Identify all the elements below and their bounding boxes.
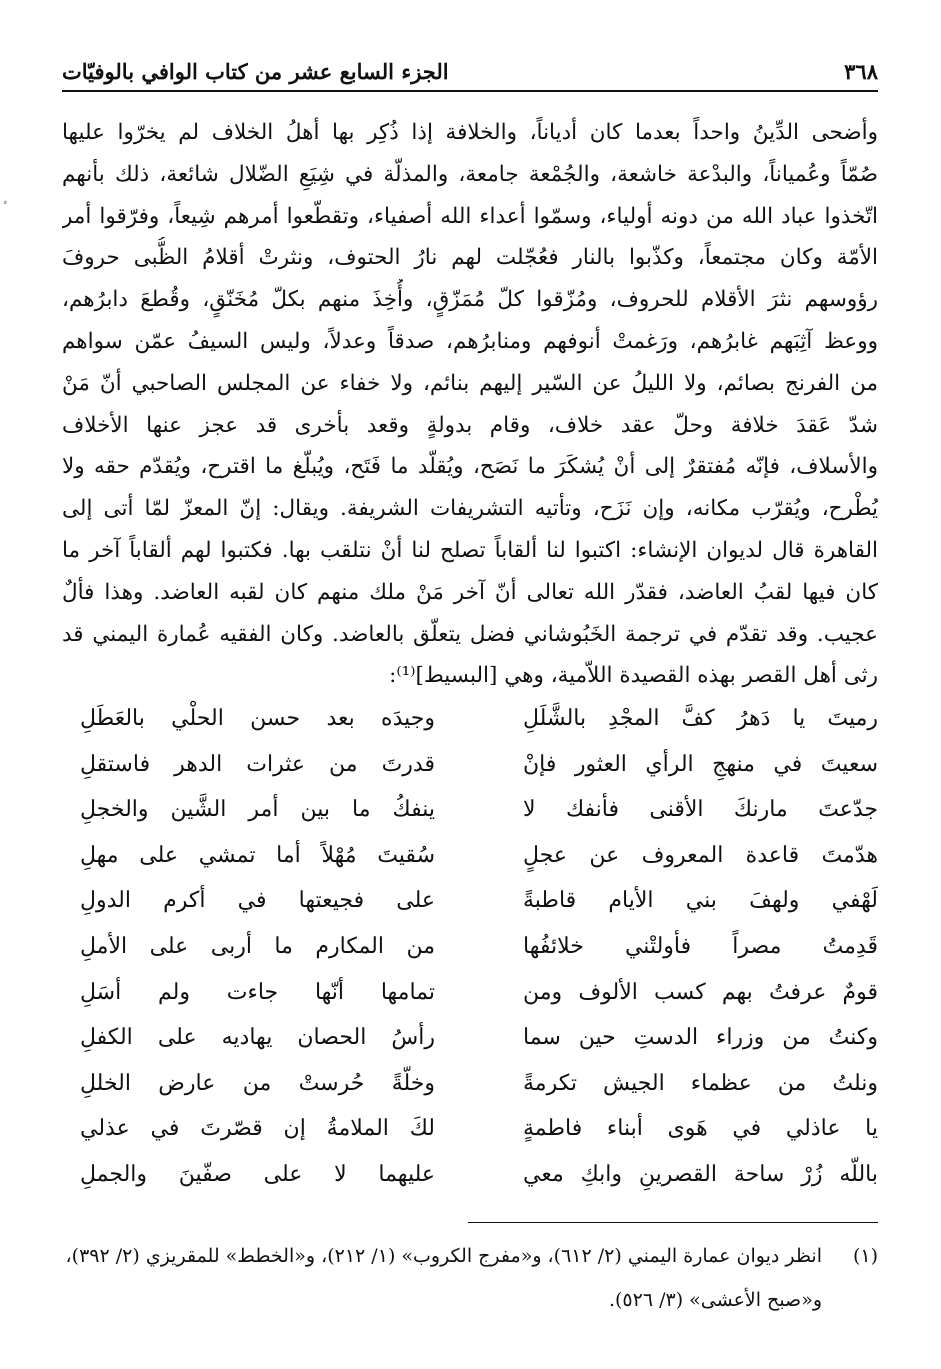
- poem-verse: [80, 1152, 878, 1198]
- verse-second-hemistich: رأسُ الحصان يهاديه على الكفلِ: [80, 1025, 435, 1051]
- verse-first-hemistich: وكنتُ من وزراء الدستِ حين سما: [523, 1025, 878, 1051]
- verse-first-hemistich: جدّعتَ مارنكَ الأقنى فأنفك لا: [523, 797, 878, 823]
- verse-second-hemistich: قدرتَ من عثرات الدهر فاستقلِ: [80, 751, 435, 777]
- prose-line: يُطْرح، ويُقرّب مكانه، وإن نَزَح، وتأتيه التشريفات الشريفة. ويقال: إنّ المعزّ لمّا أتى إلى: [62, 496, 878, 522]
- poem-verse: [80, 787, 878, 833]
- poem-verse: [80, 742, 878, 788]
- page-header: [62, 44, 878, 84]
- verse-first-hemistich: سعيتَ في منهجِ الرأي العثور فإنْ: [523, 751, 878, 777]
- verse-first-hemistich: رميتَ يا دَهرُ كفَّ المجْدِ بالشَّلَلِ: [523, 706, 878, 731]
- poem-verse: [80, 1015, 878, 1061]
- prose-line: القاهرة قال لديوان الإنشاء: اكتبوا لنا ألقاباً تصلح لنا أنْ نتلقب بها. فكتبوا لهم ألقاباً آخر ما: [62, 537, 878, 563]
- prose-line: عجيب. وقد تقدّم في ترجمة الخَبُوشاني فضل يتعلّق بالعاضد. وكان الفقيه عُمارة اليمني قد: [62, 621, 878, 647]
- prose-line: شدّ عَقدَ خلافة وحلّ عقد خلاف، وقام بدولةٍ وقعد بأخرى قد عجز عنها الأخلاف: [62, 412, 878, 438]
- footnote-marker: (١): [852, 1245, 878, 1267]
- verse-second-hemistich: سُقيتَ مُهْلاً أما تمشي على مهلِ: [80, 842, 435, 868]
- verse-second-hemistich: لكَ الملامةُ إن قصّرتَ في عذلي: [80, 1116, 435, 1142]
- verse-first-hemistich: هدّمتَ قاعدة المعروف عن عجلٍ: [523, 842, 878, 868]
- poem-verse: [80, 970, 878, 1016]
- prose-line: من الفرنج بصائم، ولا الليلُ عن السّير إليهم بنائم، ولا خفاء عن المجلس الصاحبي أنّ مَنْ: [62, 370, 878, 396]
- running-title: الجزء السابع عشر من كتاب الوافي بالوفيّات: [62, 59, 449, 84]
- page-number: ٣٦٨: [844, 59, 878, 84]
- poem: [80, 696, 878, 1198]
- header-rule: [62, 90, 878, 92]
- verse-second-hemistich: عليهما لا على صفّينَ والجملِ: [80, 1161, 435, 1187]
- prose-line: رثى أهل القصر بهذه القصيدة اللاّمية، وهي [البسيط]⁽¹⁾:: [389, 663, 878, 689]
- poem-verse: [80, 696, 878, 742]
- prose-line: صُمّاً وعُمياناً، والبدْعة خاشعة، والجُمْعة جامعة، والمذلّة في شِيَعِ الضّلال شائعة، ذلك بأنهم: [62, 161, 878, 187]
- prose-line: والأسلاف، فإنّه مُفتقرٌ إلى أنْ يُشكَرَ ما نَصَح، ويُقلّد ما فَتَح، ويُبلّغ ما اقترح، ويُقدّم حقه ولا: [62, 454, 878, 480]
- poem-verse: [80, 833, 878, 879]
- poem-verse: [80, 1106, 878, 1152]
- verse-first-hemistich: قَدِمتُ مصراً فأولتْني خلائفُها: [523, 933, 878, 959]
- verse-second-hemistich: ينفكُ ما بين أمر الشَّين والخجلِ: [80, 797, 435, 823]
- prose-line: رؤوسهم نثرَ الأقلام للحروف، ومُزّقوا كلّ مُمَزّقٍ، وأُخِذَ منهم بكلّ مُخَنّقٍ، وقُطعَ دابرُهم،: [62, 287, 878, 313]
- prose-line: الأمّة وكان مجتمعاً، وكذّبوا بالنار فعُجّلت لهم نارُ الحتوف، ونثرتْ أقلامُ الظُّبى حروفَ: [62, 245, 878, 271]
- footnote-line: [62, 1234, 878, 1278]
- footnote-line: و«صبح الأعشى» (٣/ ٥٢٦).: [608, 1289, 822, 1311]
- verse-second-hemistich: تمامها أنّها جاءت ولم أسَلِ: [80, 979, 435, 1005]
- verse-first-hemistich: قومٌ عرفتُ بهم كسب الألوف ومن: [523, 979, 878, 1005]
- footnote: [62, 1234, 878, 1322]
- verse-second-hemistich: من المكارم ما أربى على الأملِ: [80, 933, 435, 959]
- prose-line: وأضحى الدِّينُ واحداً بعدما كان أدياناً، والخلافة إذا ذُكِر بها أهلُ الخلاف لم يخرّوا عليها: [62, 120, 878, 145]
- verse-second-hemistich: وخلّةً حُرستْ من عارض الخللِ: [80, 1070, 435, 1096]
- verse-second-hemistich: على فجيعتها في أكرم الدولِ: [80, 888, 435, 914]
- verse-first-hemistich: لَهْفي ولهفَ بني الأيام قاطبةً: [523, 888, 878, 914]
- prose-line: كان فيها لقبُ العاضد، فقدّر الله تعالى أنّ آخر مَنْ ملك منهم كان لقبه العاضد. وهذا فألٌ: [62, 579, 878, 605]
- footnote-rule: [468, 1222, 878, 1223]
- prose-line: ووعظ آثِبَهم غابرُهم، ورَغمتْ أنوفهم ومنابرُهم، صدقاً وعدلاً، وليس السيفُ عمّن سواهم: [62, 328, 878, 354]
- verse-first-hemistich: ونلتُ من عظماء الجيش تكرمةً: [523, 1070, 878, 1096]
- poem-verse: [80, 924, 878, 970]
- poem-verse: [80, 878, 878, 924]
- verse-second-hemistich: وجيدَه بعد حسن الحلْي بالعَطَلِ: [80, 706, 435, 731]
- verse-first-hemistich: يا عاذلي في هَوى أبناء فاطمةٍ: [523, 1116, 878, 1142]
- verse-first-hemistich: باللّه زُرْ ساحة القصرينِ وابكِ معي: [523, 1161, 878, 1187]
- prose-line: اتّخذوا عباد الله من دونه أولياء، وسمّوا أعداء الله أصفياء، وتقطّعوا أمرهم شِيعاً، وفرّقوا أمر: [62, 203, 878, 229]
- prose-body: [62, 112, 878, 697]
- footnote-text: انظر ديوان عمارة اليمني (٢/ ٦١٢)، و«مفرج الكروب» (١/ ٢١٢)، و«الخطط» للمقريزي (٢/ ٣٩٢)،: [65, 1245, 822, 1267]
- poem-verse: [80, 1061, 878, 1107]
